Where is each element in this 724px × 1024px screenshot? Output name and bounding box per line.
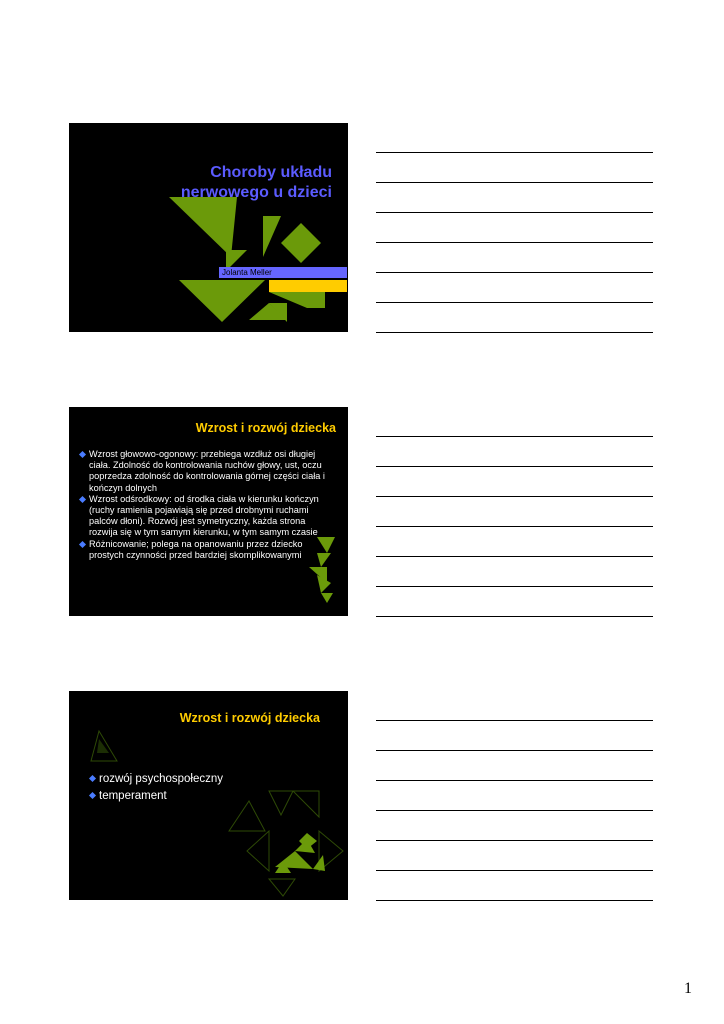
slide-1-title — [132, 163, 332, 203]
page-number: 1 — [684, 980, 692, 997]
list-item — [89, 771, 223, 788]
note-line — [376, 466, 653, 467]
note-line — [376, 526, 653, 527]
slide-3-bullet-list — [89, 771, 223, 805]
list-item — [79, 449, 329, 494]
note-line — [376, 750, 653, 751]
slide-3-title: Wzrost i rozwój dziecka — [179, 711, 320, 725]
yellow-accent-bar — [269, 280, 347, 292]
author-name: Jolanta Meller — [222, 268, 272, 277]
slide-1-title-line-1: Choroby układu — [210, 164, 332, 181]
note-line — [376, 242, 653, 243]
slide-3 — [69, 691, 348, 900]
note-line — [376, 870, 653, 871]
list-item — [89, 788, 223, 805]
note-line — [376, 720, 653, 721]
bullet-text: Różnicowanie; polega na opanowaniu przez dziecko prostych czynności przed bardziej skomplikowanymi — [89, 538, 303, 560]
list-item — [79, 494, 329, 539]
slide-2-title: Wzrost i rozwój dziecka — [195, 421, 336, 435]
slide-1-title-line-2: nerwowego u dzieci — [180, 184, 332, 201]
bullet-text: temperament — [99, 790, 167, 802]
slide-2 — [69, 407, 348, 616]
diamond-bullet-icon — [89, 775, 96, 782]
note-line — [376, 496, 653, 497]
note-line — [376, 332, 653, 333]
note-line — [376, 780, 653, 781]
bullet-text: rozwój psychospołeczny — [99, 773, 224, 785]
diamond-bullet-icon — [89, 792, 96, 799]
note-line — [376, 182, 653, 183]
note-line — [376, 900, 653, 901]
diamond-bullet-icon — [79, 496, 86, 503]
bullet-text: Wzrost odśrodkowy: od środka ciała w kierunku kończyn (ruchy ramienia pojawiają się przed drobnymi ruchami palców dłoni). Rozwój jest symetryczny, każda strona rozwija się w tym samym kierunku, w tym samym czasie — [89, 493, 319, 538]
slide-2-bullet-list — [79, 449, 329, 561]
note-line — [376, 212, 653, 213]
note-line — [376, 586, 653, 587]
diamond-bullet-icon — [79, 541, 86, 548]
tangram-decoration — [69, 123, 348, 332]
author-bar — [219, 267, 347, 278]
bullet-text: Wzrost głowowo-ogonowy: przebiega wzdłuż osi długiej ciała. Zdolność do kontrolowania ruchów głowy, ust, oczu poprzedza zdolność do kontrolowania górnej części ciała i kończyn dolnych — [89, 449, 325, 493]
list-item — [79, 539, 329, 561]
slide-1 — [69, 123, 348, 332]
note-line — [376, 616, 653, 617]
note-line — [376, 152, 653, 153]
note-line — [376, 272, 653, 273]
note-line — [376, 436, 653, 437]
diamond-bullet-icon — [79, 451, 86, 458]
note-line — [376, 810, 653, 811]
note-line — [376, 840, 653, 841]
note-line — [376, 302, 653, 303]
note-line — [376, 556, 653, 557]
